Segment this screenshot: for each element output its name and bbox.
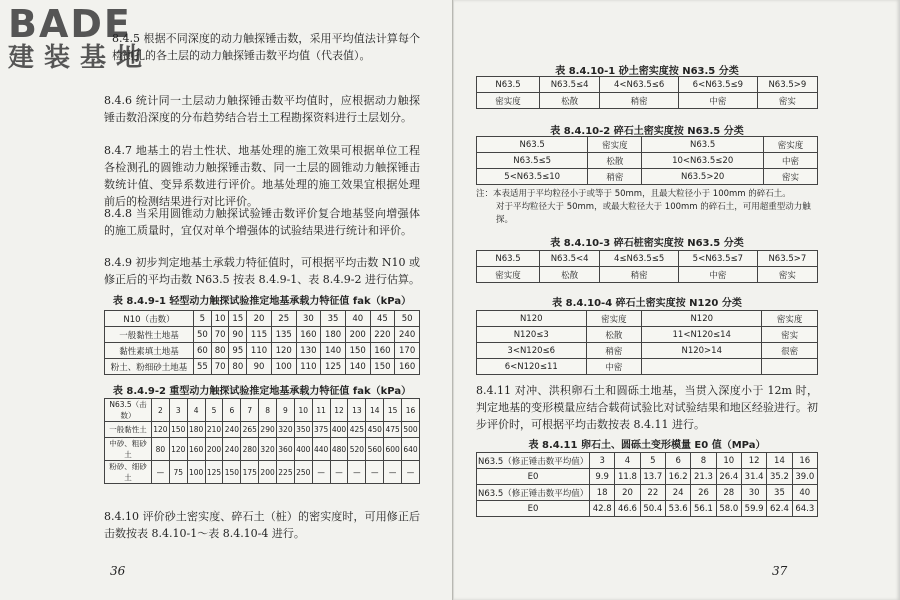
table-cell: — <box>312 461 330 484</box>
table-cell: 3<N120≤6 <box>477 343 587 359</box>
table-cell: 35.2 <box>767 469 792 485</box>
table-row <box>477 311 818 327</box>
table-row <box>105 343 420 359</box>
table-cell: 220 <box>370 327 395 343</box>
table-row <box>477 137 818 153</box>
table-cell: 440 <box>312 438 330 461</box>
table-cell: 中密 <box>678 267 757 283</box>
table-cell: 210 <box>205 422 223 438</box>
table-cell: 25 <box>271 311 296 327</box>
table-cell: 50 <box>395 311 420 327</box>
table-row <box>477 267 818 283</box>
table-cell: N63.5 <box>477 137 588 153</box>
table-cell: 42.8 <box>590 501 615 517</box>
table-row <box>477 153 818 169</box>
table-cell: 500 <box>402 422 420 438</box>
table-cell: 150 <box>370 359 395 375</box>
table-cell: 600 <box>384 438 402 461</box>
table-cell: 中密 <box>763 153 817 169</box>
table-cell: 200 <box>259 461 277 484</box>
clause-8-4-9: 8.4.9 初步判定地基土承载力特征值时，可根据平均击数 N10 或修正后的平均击数 N63.5 按表 8.4.9-1、表 8.4.9-2 进行估算。 <box>104 256 421 286</box>
table-cell: 3 <box>169 399 187 422</box>
table-cell: 11<N120≤14 <box>642 327 762 343</box>
table-row <box>105 422 420 438</box>
table-cell: 425 <box>348 422 366 438</box>
table-cell: 松散 <box>588 153 642 169</box>
table-cell: 8 <box>259 399 277 422</box>
table-cell: 密实度 <box>477 267 540 283</box>
table-row <box>105 399 420 422</box>
table-cell: 8 <box>691 453 716 469</box>
table-cell: 200 <box>345 327 370 343</box>
table-cell: 一般黏性土 <box>105 422 152 438</box>
table-cell: 24 <box>665 485 690 501</box>
table-cell: 10 <box>716 453 741 469</box>
table-cell: 200 <box>205 438 223 461</box>
table-cell: 松散 <box>540 93 600 109</box>
table-cell: 5 <box>194 311 212 327</box>
table-cell: 265 <box>241 422 259 438</box>
table-cell: 100 <box>271 359 296 375</box>
table-cell: 160 <box>395 359 420 375</box>
table-cell: — <box>384 461 402 484</box>
table-cell: N63.5>9 <box>757 77 817 93</box>
table-cell: 40 <box>345 311 370 327</box>
table-cell: 58.0 <box>716 501 741 517</box>
table-cell: 5<N63.5≤10 <box>477 169 588 185</box>
table-cell: 170 <box>395 343 420 359</box>
table-cell: 135 <box>271 327 296 343</box>
table-cell: — <box>348 461 366 484</box>
table-cell: N63.5 <box>642 137 764 153</box>
table-cell: 95 <box>229 343 247 359</box>
table-8-4-10-1 <box>476 76 818 109</box>
table-cell: 45 <box>370 311 395 327</box>
table-row <box>477 343 818 359</box>
table-cell: N63.5 <box>477 251 540 267</box>
table-cell: 11 <box>312 399 330 422</box>
table-cell: 125 <box>321 359 346 375</box>
table-cell: 12 <box>741 453 766 469</box>
table-cell: 350 <box>294 422 312 438</box>
table-cell: — <box>402 461 420 484</box>
table-row <box>477 93 818 109</box>
table-cell: 密实度 <box>588 137 642 153</box>
table-cell: 10<N63.5≤20 <box>642 153 764 169</box>
table-cell: 2 <box>152 399 170 422</box>
table-row <box>477 453 818 469</box>
table-cell: 90 <box>247 359 272 375</box>
page-number: 36 <box>110 564 126 578</box>
table-cell: 3 <box>590 453 615 469</box>
table-cell: 稍密 <box>600 267 679 283</box>
table-cell: 400 <box>330 422 348 438</box>
table-cell: N63.5≤4 <box>540 77 600 93</box>
table-cell: 50 <box>194 327 212 343</box>
table-cell: 80 <box>229 359 247 375</box>
table-row <box>105 311 420 327</box>
table-cell: 160 <box>187 438 205 461</box>
table-cell: N63.5 <box>477 77 540 93</box>
table-cell: 16.2 <box>665 469 690 485</box>
table-8-4-9-1-caption: 表 8.4.9-1 轻型动力触探试验推定地基承载力特征值 fak（kPa） <box>112 296 412 307</box>
table-8-4-10-3 <box>476 250 818 283</box>
table-cell: — <box>366 461 384 484</box>
table-cell: 39.0 <box>792 469 817 485</box>
table-cell: 30 <box>741 485 766 501</box>
table-cell: 360 <box>277 438 295 461</box>
table-cell: 53.6 <box>665 501 690 517</box>
table-cell: 59.9 <box>741 501 766 517</box>
table-cell: E0 <box>477 501 590 517</box>
table-row <box>477 169 818 185</box>
table-cell: 560 <box>366 438 384 461</box>
table-cell: 14 <box>366 399 384 422</box>
table-row <box>477 485 818 501</box>
table-row <box>477 501 818 517</box>
table-cell: N63.5（击数） <box>105 399 152 422</box>
table-cell: 150 <box>223 461 241 484</box>
table-cell: 15 <box>384 399 402 422</box>
logo-text-top: BADE <box>8 2 132 46</box>
table-cell: 375 <box>312 422 330 438</box>
table-cell: 稍密 <box>600 93 679 109</box>
table-row <box>477 77 818 93</box>
table-cell: 5 <box>205 399 223 422</box>
table-cell: 密实度 <box>763 137 817 153</box>
table-cell: 稍密 <box>588 169 642 185</box>
table-cell: 密实度 <box>762 311 818 327</box>
table-cell: 640 <box>402 438 420 461</box>
page-number: 37 <box>772 564 788 578</box>
right-page <box>454 0 900 600</box>
clause-8-4-8: 8.4.8 当采用圆锥动力触探试验锤击数评价复合地基竖向增强体的施工质量时，宜仅对单个增强体的试验结果进行统计和评价。 <box>104 207 420 237</box>
table-cell: 70 <box>211 327 229 343</box>
table-cell: 240 <box>223 422 241 438</box>
table-cell: 6 <box>223 399 241 422</box>
table-cell: 密实 <box>762 327 818 343</box>
table-cell: N63.5≤5 <box>477 153 588 169</box>
table-cell: N63.5>20 <box>642 169 764 185</box>
table-cell: E0 <box>477 469 590 485</box>
table-cell: 475 <box>384 422 402 438</box>
table-cell: 320 <box>277 422 295 438</box>
table-8-4-11-caption: 表 8.4.11 卵石土、圆砾土变形模量 E0 值（MPa） <box>528 440 766 451</box>
table-8-4-11 <box>476 452 818 517</box>
table-cell: 4<N63.5≤6 <box>600 77 679 93</box>
table-cell: 150 <box>169 422 187 438</box>
table-cell: 稍密 <box>586 343 642 359</box>
table-cell: 450 <box>366 422 384 438</box>
table-8-4-9-2 <box>104 398 420 484</box>
table-cell: 35 <box>767 485 792 501</box>
table-cell: 很密 <box>762 343 818 359</box>
table-row <box>477 469 818 485</box>
table-cell: 粉砂、细砂土 <box>105 461 152 484</box>
table-cell: N63.5（修正锤击数平均值） <box>477 485 590 501</box>
table-cell: 520 <box>348 438 366 461</box>
table-cell: N63.5（修正锤击数平均值） <box>477 453 590 469</box>
table-cell: 5 <box>640 453 665 469</box>
table-cell: 10 <box>211 311 229 327</box>
table-cell: 16 <box>402 399 420 422</box>
table-cell: 26.4 <box>716 469 741 485</box>
table-cell: 中密 <box>586 359 642 375</box>
table-cell: 56.1 <box>691 501 716 517</box>
table-8-4-10-2-caption: 表 8.4.10-2 碎石土密实度按 N63.5 分类 <box>550 126 744 137</box>
table-cell: 62.4 <box>767 501 792 517</box>
table-cell: 50.4 <box>640 501 665 517</box>
table-cell: 11.8 <box>615 469 640 485</box>
table-cell: 密实 <box>763 169 817 185</box>
table-row <box>105 438 420 461</box>
table-row <box>477 327 818 343</box>
table-cell: 28 <box>716 485 741 501</box>
table-cell: 7 <box>241 399 259 422</box>
table-8-4-9-1 <box>104 310 420 375</box>
table-8-4-10-4 <box>476 310 818 375</box>
clause-8-4-5: 8.4.5 根据不同深度的动力触探锤击数，采用平均值法计算每个检测孔的各土层的动力触探锤击数平均值（代表值）。 <box>112 32 420 62</box>
table-cell: 120 <box>271 343 296 359</box>
table-cell: 115 <box>247 327 272 343</box>
table-8-4-10-1-caption: 表 8.4.10-1 砂土密实度按 N63.5 分类 <box>555 66 739 77</box>
clause-8-4-10: 8.4.10 评价砂土密实度、碎石土（桩）的密实度时，可用修正后击数按表 8.4.10-1～表 8.4.10-4 进行。 <box>104 510 420 540</box>
table-cell: 90 <box>229 327 247 343</box>
table-cell: N63.5<4 <box>540 251 600 267</box>
table-cell <box>642 359 762 375</box>
table-cell: 40 <box>792 485 817 501</box>
table-8-4-10-2 <box>476 136 818 185</box>
table-cell: 240 <box>223 438 241 461</box>
table-cell: 160 <box>370 343 395 359</box>
table-cell: 5<N63.5≤7 <box>678 251 757 267</box>
table-cell: 6 <box>665 453 690 469</box>
table-cell: N120 <box>477 311 587 327</box>
table-row <box>477 251 818 267</box>
table-cell: 80 <box>211 343 229 359</box>
table-cell: 松散 <box>586 327 642 343</box>
table-cell: 175 <box>241 461 259 484</box>
table-cell: 30 <box>296 311 321 327</box>
table-cell: 9.9 <box>590 469 615 485</box>
table-cell: — <box>330 461 348 484</box>
table-cell <box>762 359 818 375</box>
table-cell: 64.3 <box>792 501 817 517</box>
table-cell: 140 <box>345 359 370 375</box>
table-cell: 250 <box>294 461 312 484</box>
table-cell: 密实 <box>757 93 817 109</box>
table-cell: 14 <box>767 453 792 469</box>
logo-text-bottom: 建装基地 <box>8 43 153 73</box>
table-row <box>477 359 818 375</box>
table-cell: N63.5>7 <box>757 251 817 267</box>
table-cell: 9 <box>277 399 295 422</box>
table-cell: 46.6 <box>615 501 640 517</box>
table-cell: 粉土、粉细砂土地基 <box>105 359 194 375</box>
table-cell: 13.7 <box>640 469 665 485</box>
table-cell: N120>14 <box>642 343 762 359</box>
table-cell: 60 <box>194 343 212 359</box>
table-cell: 120 <box>152 422 170 438</box>
clause-8-4-6: 8.4.6 统计同一土层动力触探锤击数平均值时，应根据动力触探锤击数沿深度的分布趋势结合岩土工程勘探资料进行土层划分。 <box>104 94 420 124</box>
table-cell: 280 <box>241 438 259 461</box>
table-cell: 160 <box>296 327 321 343</box>
table-cell: 10 <box>294 399 312 422</box>
table-cell: 225 <box>277 461 295 484</box>
table-cell: 180 <box>187 422 205 438</box>
table-cell: 黏性素填土地基 <box>105 343 194 359</box>
table-cell: 320 <box>259 438 277 461</box>
table-cell: 18 <box>590 485 615 501</box>
table-cell: 150 <box>345 343 370 359</box>
table-cell: 26 <box>691 485 716 501</box>
table-cell: 70 <box>211 359 229 375</box>
table-cell: 16 <box>792 453 817 469</box>
table-cell: 110 <box>247 343 272 359</box>
table-8-4-10-3-caption: 表 8.4.10-3 碎石桩密实度按 N63.5 分类 <box>550 238 744 249</box>
table-cell: 22 <box>640 485 665 501</box>
table-8-4-10-4-caption: 表 8.4.10-4 碎石土密实度按 N120 分类 <box>552 298 742 309</box>
table-cell: 31.4 <box>741 469 766 485</box>
table-cell: N120≤3 <box>477 327 587 343</box>
table-8-4-9-2-caption: 表 8.4.9-2 重型动力触探试验推定地基承载力特征值 fak（kPa） <box>112 386 412 397</box>
note-line-1: 注：本表适用于平均粒径小于或等于 50mm，且最大粒径小于 100mm 的碎石土。 <box>476 189 791 199</box>
table-cell: 12 <box>330 399 348 422</box>
table-cell: N10（击数） <box>105 311 194 327</box>
table-cell: 中砂、粗砂土 <box>105 438 152 461</box>
clause-8-4-7: 8.4.7 地基土的岩土性状、地基处理的施工效果可根据单位工程各检测孔的圆锥动力触探锤击数、同一土层的圆锥动力触探锤击数统计值、变异系数进行评价。地基处理的施工效果宜根据处理前后的检测结果进行对比评价。 <box>104 144 420 208</box>
table-cell: 13 <box>348 399 366 422</box>
table-row <box>105 461 420 484</box>
table-cell: 100 <box>187 461 205 484</box>
note-line-2: 对于平均粒径大于 50mm，或最大粒径大于 100mm 的碎石土，可用超重型动力触探。 <box>496 202 811 225</box>
table-cell: 130 <box>296 343 321 359</box>
table-cell: 140 <box>321 343 346 359</box>
table-cell: 4≤N63.5≤5 <box>600 251 679 267</box>
table-cell: 55 <box>194 359 212 375</box>
table-cell: 松散 <box>540 267 600 283</box>
table-cell: 480 <box>330 438 348 461</box>
table-cell: — <box>152 461 170 484</box>
table-cell: 4 <box>615 453 640 469</box>
table-cell: N120 <box>642 311 762 327</box>
table-cell: 400 <box>294 438 312 461</box>
table-cell: 180 <box>321 327 346 343</box>
clause-8-4-11: 8.4.11 对冲、洪积卵石土和圆砾土地基，当贯入深度小于 12m 时，判定地基的变形模量应结合载荷试验比对试验结果和地区经验进行。初步评价时，可根据平均击数按表 8.4.11 进行。 <box>476 384 818 431</box>
table-row <box>105 359 420 375</box>
table-cell: 15 <box>229 311 247 327</box>
table-cell: 20 <box>247 311 272 327</box>
table-cell: 20 <box>615 485 640 501</box>
table-cell: 110 <box>296 359 321 375</box>
table-cell: 一般黏性土地基 <box>105 327 194 343</box>
table-cell: 35 <box>321 311 346 327</box>
table-cell: 密实 <box>757 267 817 283</box>
table-cell: 125 <box>205 461 223 484</box>
table-cell: 290 <box>259 422 277 438</box>
table-cell: 6<N120≤11 <box>477 359 587 375</box>
table-cell: 密实度 <box>477 93 540 109</box>
table-cell: 75 <box>169 461 187 484</box>
table-cell: 6<N63.5≤9 <box>678 77 757 93</box>
table-row <box>105 327 420 343</box>
table-cell: 4 <box>187 399 205 422</box>
table-cell: 中密 <box>678 93 757 109</box>
table-cell: 80 <box>152 438 170 461</box>
table-cell: 密实度 <box>586 311 642 327</box>
table-cell: 120 <box>169 438 187 461</box>
table-cell: 240 <box>395 327 420 343</box>
table-cell: 21.3 <box>691 469 716 485</box>
